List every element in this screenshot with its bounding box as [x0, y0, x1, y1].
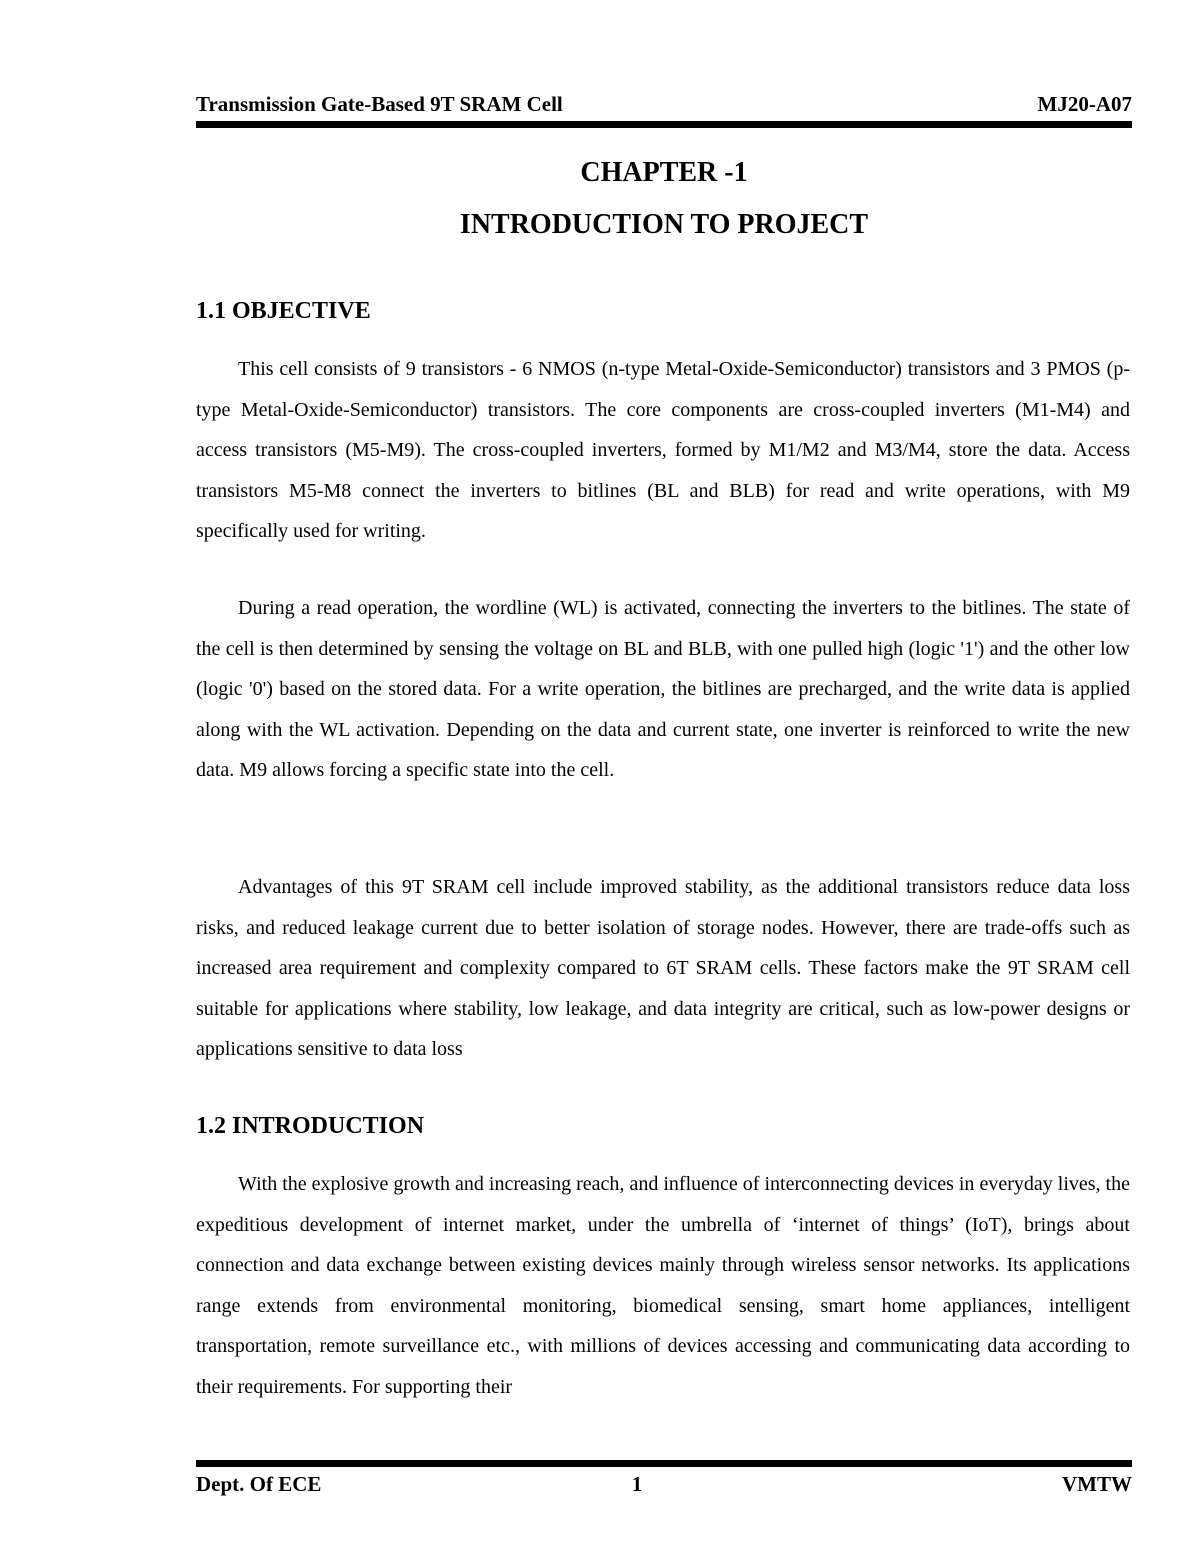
chapter-title: INTRODUCTION TO PROJECT: [459, 209, 869, 240]
paragraph-objective-1: This cell consists of 9 transistors - 6 NMOS (n-type Metal-Oxide-Semiconductor) transistors and 3 PMOS (p-type Metal-Oxide-Semiconductor) transistors. The core components are cross-coupled inverters (M1-M4) and access transistors (M5-M9). The cross-coupled inverters, formed by M1/M2 and M3/M4, store the data. Access transistors M5-M8 connect the inverters to bitlines (BL and BLB) for read and write operations, with M9 specifically used for writing.: [196, 358, 1130, 542]
section-heading-introduction: 1.2 INTRODUCTION: [196, 1113, 425, 1139]
header-code: MJ20-A07: [1037, 92, 1132, 116]
footer-dept: Dept. Of ECE: [196, 1472, 322, 1496]
footer-rule: [196, 1460, 1132, 1467]
header-title: Transmission Gate-Based 9T SRAM Cell: [196, 92, 563, 116]
page-header: [196, 92, 1132, 122]
chapter-number: CHAPTER -1: [580, 157, 748, 188]
page-footer: [196, 1472, 1132, 1502]
paragraph-objective-2: During a read operation, the wordline (WL) is activated, connecting the inverters to the bitlines. The state of the cell is then determined by sensing the voltage on BL and BLB, with one pulled high (logic '1') and the other low (logic '0') based on the stored data. For a write operation, the bitlines are precharged, and the write data is applied along with the WL activation. Depending on the data and current state, one inverter is reinforced to write the new data. M9 allows forcing a specific state into the cell.: [196, 597, 1130, 781]
header-rule: [196, 121, 1132, 128]
paragraph-introduction-1: With the explosive growth and increasing reach, and influence of interconnecting devices in everyday lives, the expeditious development of internet market, under the umbrella of ‘internet of things’ (IoT), brings about connection and data exchange between existing devices mainly through wireless sensor networks. Its applications range extends from environmental monitoring, biomedical sensing, smart home appliances, intelligent transportation, remote surveillance etc., with millions of devices accessing and communicating data according to their requirements. For supporting their: [196, 1173, 1130, 1398]
footer-institution: VMTW: [1062, 1472, 1132, 1496]
page-number: 1: [631, 1472, 643, 1496]
section-heading-objective: 1.1 OBJECTIVE: [196, 298, 371, 324]
paragraph-objective-3: Advantages of this 9T SRAM cell include improved stability, as the additional transistors reduce data loss risks, and reduced leakage current due to better isolation of storage nodes. However, there are trade-offs such as increased area requirement and complexity compared to 6T SRAM cells. These factors make the 9T SRAM cell suitable for applications where stability, low leakage, and data integrity are critical, such as low-power designs or applications sensitive to data loss: [196, 876, 1130, 1060]
